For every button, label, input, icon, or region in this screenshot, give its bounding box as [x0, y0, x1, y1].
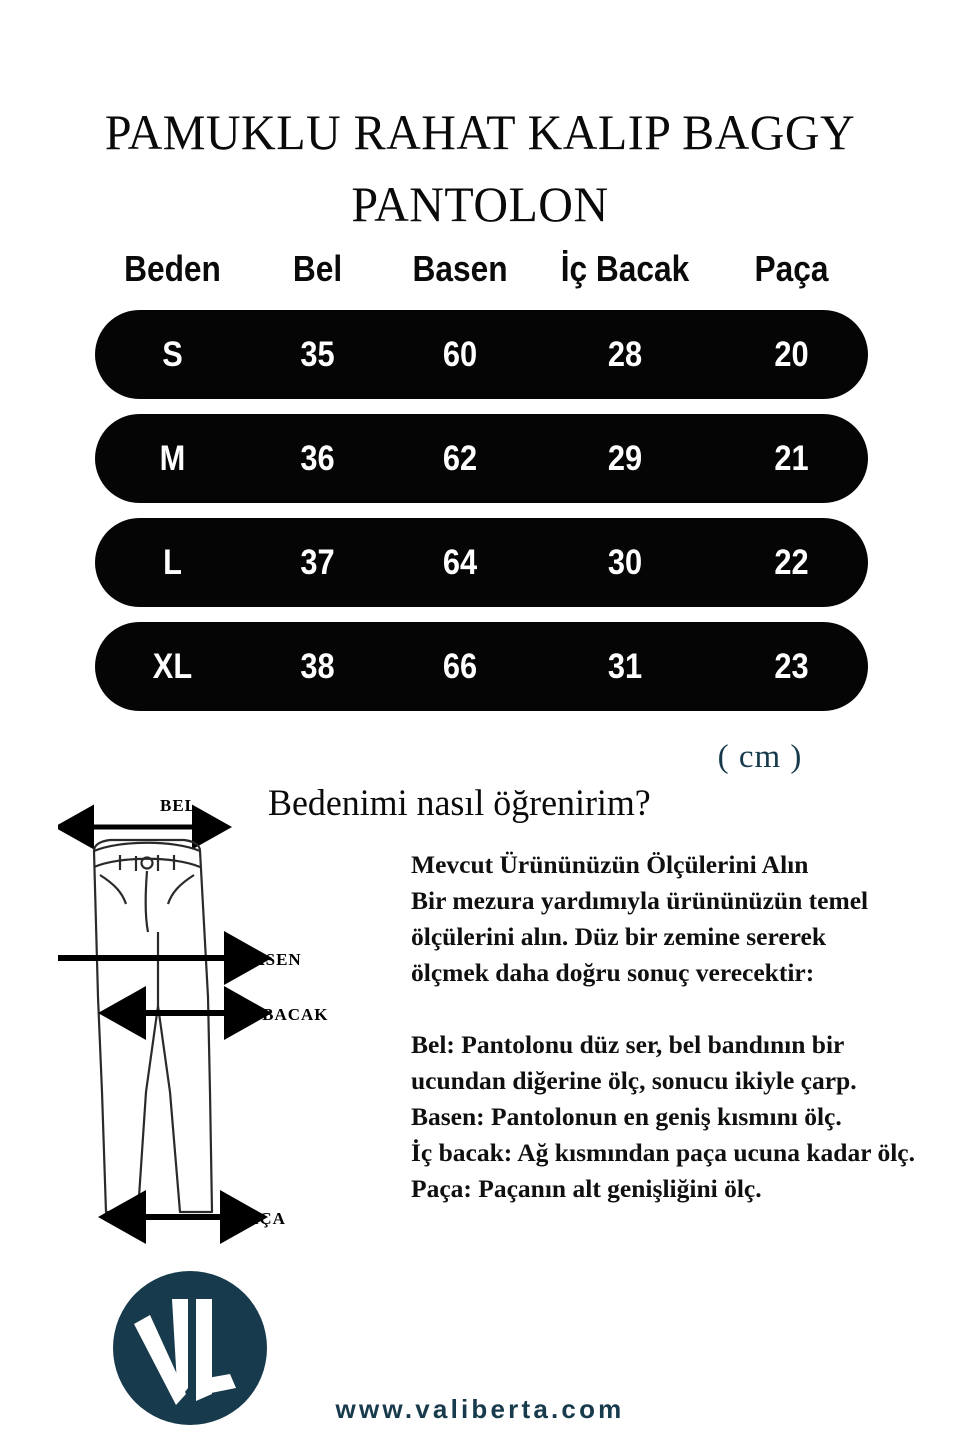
cell-ic-bacak: 31 [607, 646, 643, 686]
paragraph-line: Mevcut Ürününüzün Ölçülerini Alın [411, 850, 809, 879]
column-header-basen: Basen [412, 248, 508, 289]
cell-paca: 22 [774, 542, 809, 582]
page-title [0, 96, 960, 240]
diagram-label-ic-bacak: İÇ BACAK [236, 1005, 329, 1024]
cell-beden: XL [152, 646, 193, 686]
pants-measurement-diagram [58, 792, 378, 1262]
howto-paragraph-1 [411, 847, 931, 991]
howto-paragraph-2 [411, 1027, 931, 1207]
cell-ic-bacak: 28 [607, 334, 643, 374]
howto-heading: Bedenimi nasıl öğrenirim? [268, 783, 651, 824]
cell-bel: 38 [300, 646, 335, 686]
paragraph-line: ölçmek daha doğru sonuç verecektir: [411, 958, 815, 987]
table-row [95, 518, 868, 607]
diagram-label-basen: BASEN [240, 950, 302, 969]
table-row [95, 310, 868, 399]
cell-beden: L [163, 542, 182, 582]
table-row [95, 622, 868, 711]
column-header-paca: Paça [754, 248, 829, 289]
column-header-bel: Bel [292, 248, 343, 289]
cell-paca: 20 [774, 334, 809, 374]
paragraph-line: Bir mezura yardımıyla ürününüzün temel [411, 886, 869, 915]
paragraph-line: Bel: Pantolonu düz ser, bel bandının bir [411, 1030, 845, 1059]
paragraph-line: Paça: Paçanın alt genişliğini ölç. [411, 1174, 762, 1203]
cell-paca: 21 [774, 438, 809, 478]
page-title-line-2: PANTOLON [351, 176, 609, 232]
cell-beden: S [162, 334, 183, 374]
paragraph-line: ölçülerini alın. Düz bir zemine sererek [411, 922, 827, 951]
paragraph-line: ucundan diğerine ölç, sonucu ikiyle çarp. [411, 1066, 857, 1095]
cell-bel: 36 [300, 438, 335, 478]
cell-bel: 35 [300, 334, 335, 374]
diagram-label-bel: BEL [160, 796, 198, 815]
cell-ic-bacak: 30 [607, 542, 643, 582]
diagram-label-paca: PAÇA [236, 1209, 286, 1228]
paragraph-line: Basen: Pantolonun en geniş kısmını ölç. [411, 1102, 842, 1131]
unit-label: ( cm ) [717, 739, 803, 775]
column-header-ic-bacak: İç Bacak [560, 248, 690, 289]
cell-basen: 66 [442, 646, 478, 686]
cell-beden: M [159, 438, 186, 478]
paragraph-line: İç bacak: Ağ kısmından paça ucuna kadar ölç. [411, 1138, 915, 1167]
cell-basen: 64 [442, 542, 478, 582]
table-row [95, 414, 868, 503]
website-url[interactable]: www.valiberta.com [335, 1394, 625, 1424]
cell-basen: 62 [442, 438, 478, 478]
cell-basen: 60 [442, 334, 478, 374]
cell-paca: 23 [774, 646, 809, 686]
cell-ic-bacak: 29 [607, 438, 643, 478]
column-header-beden: Beden [124, 248, 221, 289]
cell-bel: 37 [300, 542, 335, 582]
size-chart-table [95, 248, 868, 726]
table-header-row [95, 248, 868, 310]
page-title-line-1: PAMUKLU RAHAT KALIP BAGGY [104, 104, 856, 160]
